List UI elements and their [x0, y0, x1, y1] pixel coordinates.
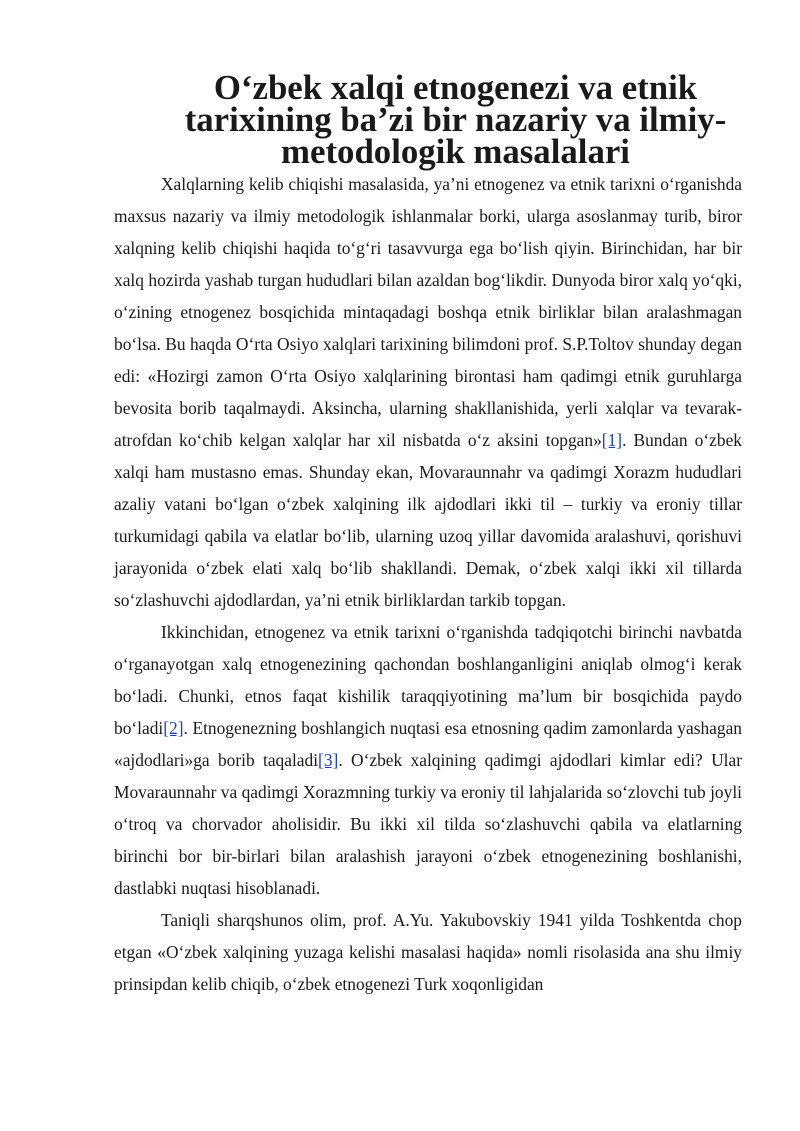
paragraph-text: . O‘zbek xalqining qadimgi ajdodlari kimlar edi? Ular Movaraunnahr va qadimgi Xorazmning turkiy va eroniy til lahjalarida so‘zlovchi tub joyli o‘troq va chorvador aholisidir. Bu ikki xil tilda so‘zlashuvchi qabila va elatlarning birinchi bor bir-birlari bilan aralashish jarayoni o‘zbek etnogenezining boshlanishi, dastlabki nuqtasi hisoblanadi. — [114, 750, 742, 898]
paragraph-2 — [114, 616, 742, 904]
paragraph-text: . Bundan o‘zbek xalqi ham mustasno emas. Shunday ekan, Movaraunnahr va qadimgi Xorazm hududlari azaliy vatani bo‘lgan o‘zbek xalqining ilk ajdodlari ikki til – turkiy va eroniy tillar turkumidagi qabila va elatlar bo‘lib, ularning uzoq yillar davomida aralashuvi, qorishuvi jarayonida o‘zbek elati xalq bo‘lib shakllandi. Demak, o‘zbek xalqi ikki xil tillarda so‘zlashuvchi ajdodlardan, ya’ni etnik birliklardan tarkib topgan. — [114, 430, 742, 610]
footnote-link-3[interactable]: [3] — [318, 750, 339, 770]
paragraph-text: . Etnogenezning boshlangich nuqtasi esa etnosning qadim zamonlarda yashagan «ajdodlari»ga borib taqaladi — [114, 718, 742, 770]
paragraph-1 — [114, 168, 742, 616]
paragraph-text: Ikkinchidan, etnogenez va etnik tarixni o‘rganishda tadqiqotchi birinchi navbatda o‘rganayotgan xalq etnogenezining qachondan boshlanganligini aniqlab olmog‘i kerak bo‘ladi. Chunki, etnos faqat kishilik taraqqiyotining ma’lum bir bosqichida paydo bo‘ladi — [114, 622, 742, 738]
paragraph-text: Xalqlarning kelib chiqishi masalasida, ya’ni etnogenez va etnik tarixni o‘rganishda maxsus nazariy va ilmiy metodologik ishlanmalar borki, ularga asoslanmay turib, biror xalqning kelib chiqishi haqida to‘g‘ri tasavvurga ega bo‘lish qiyin. Birinchidan, har bir xalq hozirda yashab turgan hududlari bilan azaldan bog‘likdir. Dunyoda biror xalq yo‘qki, o‘zining etnogenez bosqichida mintaqadagi boshqa etnik birliklar bilan aralashmagan bo‘lsa. Bu haqda O‘rta Osiyo xalqlari tarixining bilimdoni prof. S.P.Toltov shunday degan edi: «Hozirgi zamon O‘rta Osiyo xalqlarining birontasi ham qadimgi etnik guruhlarga bevosita borib taqalmaydi. Aksincha, ularning shakllanishida, yerli xalqlar va tevarak-atrofdan ko‘chib kelgan xalqlar har xil nisbatda o‘z aksini topgan» — [114, 174, 742, 450]
paragraph-3 — [114, 904, 742, 1000]
paragraph-text: Taniqli sharqshunos olim, prof. A.Yu. Yakubovskiy 1941 yilda Toshkentda chop etgan «O‘zbek xalqining yuzaga kelishi masalasi haqida» nomli risolasida ana shu ilmiy prinsipdan kelib chiqib, o‘zbek etnogenezi Turk xoqonligidan — [114, 910, 742, 994]
footnote-link-1[interactable]: [1] — [601, 430, 623, 450]
footnote-link-2[interactable]: [2] — [163, 718, 184, 738]
document-page — [114, 70, 742, 1000]
document-title: O‘zbek xalqi etnogenezi va etnik tarixining ba’zi bir nazariy va ilmiy-metodologik masalalari — [184, 68, 727, 171]
